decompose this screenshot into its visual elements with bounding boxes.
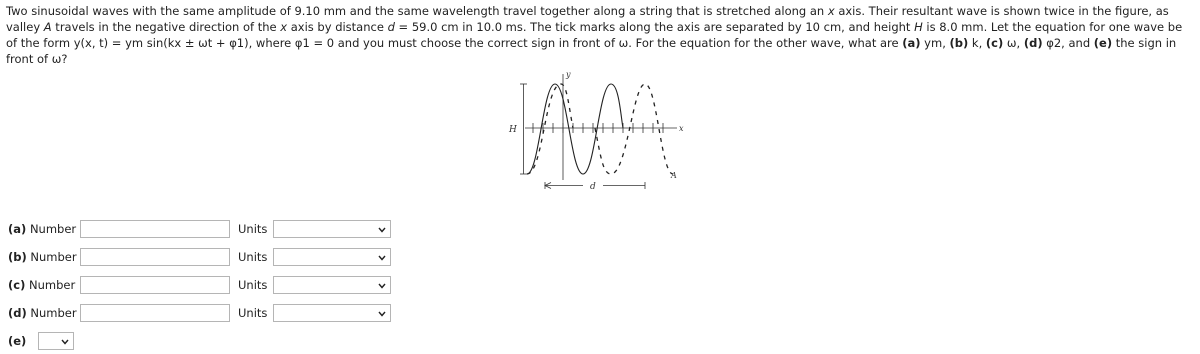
number-label: Number xyxy=(29,278,76,292)
units-select-b[interactable] xyxy=(273,248,391,266)
number-input-a[interactable] xyxy=(80,220,230,238)
chevron-down-icon xyxy=(378,226,386,234)
number-input-c[interactable] xyxy=(80,276,230,294)
part-label: (e) xyxy=(8,334,27,348)
number-label: Number xyxy=(30,250,77,264)
part-label: (a) xyxy=(8,222,27,236)
number-label: Number xyxy=(29,222,77,236)
units-label: Units xyxy=(238,306,268,320)
sign-select-e[interactable] xyxy=(38,332,74,350)
units-select-c[interactable] xyxy=(273,276,391,294)
answer-row-d xyxy=(8,302,268,324)
answer-row-e xyxy=(8,330,26,352)
chevron-down-icon xyxy=(378,282,386,290)
answer-row-a xyxy=(8,218,268,240)
valley-label: A xyxy=(671,171,677,180)
problem-statement: Two sinusoidal waves with the same amplitude of 9.10 mm and the same wavelength travel together along a string that is stretched along an x axis. Their resultant wave is shown twice in the figure, as valley A travels in the negative direction of the x axis by distance d = 59.0 cm in 10.0 ms. The tick marks along the axis are separated by 10 cm, and height H is 8.0 mm. Let the equation for one wave be of the form y(x, t) = ym sin(kx ± ωt + φ1), where φ1 = 0 and you must choose the correct sign in front of ω. For the equation for the other wave, what are (a) ym, (b) k, (c) ω, (d) φ2, and (e) the sign in front of ω? xyxy=(6,4,1183,66)
y-axis-label: y xyxy=(566,70,571,79)
units-select-a[interactable] xyxy=(273,220,391,238)
answer-row-c xyxy=(8,274,268,296)
chevron-down-icon xyxy=(61,338,69,346)
chevron-down-icon xyxy=(378,310,386,318)
part-label: (d) xyxy=(8,306,27,320)
units-label: Units xyxy=(238,222,268,236)
resultant-wave-solid xyxy=(527,84,623,174)
height-label: H xyxy=(509,125,517,135)
distance-label: d xyxy=(590,182,596,192)
resultant-wave-dashed xyxy=(527,84,673,174)
chevron-down-icon xyxy=(378,254,386,262)
units-select-d[interactable] xyxy=(273,304,391,322)
number-input-d[interactable] xyxy=(80,304,230,322)
x-axis-label: x xyxy=(679,124,684,133)
number-label: Number xyxy=(30,306,77,320)
number-input-b[interactable] xyxy=(80,248,230,266)
units-label: Units xyxy=(238,250,268,264)
answer-row-b xyxy=(8,246,268,268)
units-label: Units xyxy=(238,278,268,292)
wave-figure xyxy=(505,68,705,203)
height-bracket xyxy=(520,84,527,174)
part-label: (b) xyxy=(8,250,27,264)
part-label: (c) xyxy=(8,278,26,292)
